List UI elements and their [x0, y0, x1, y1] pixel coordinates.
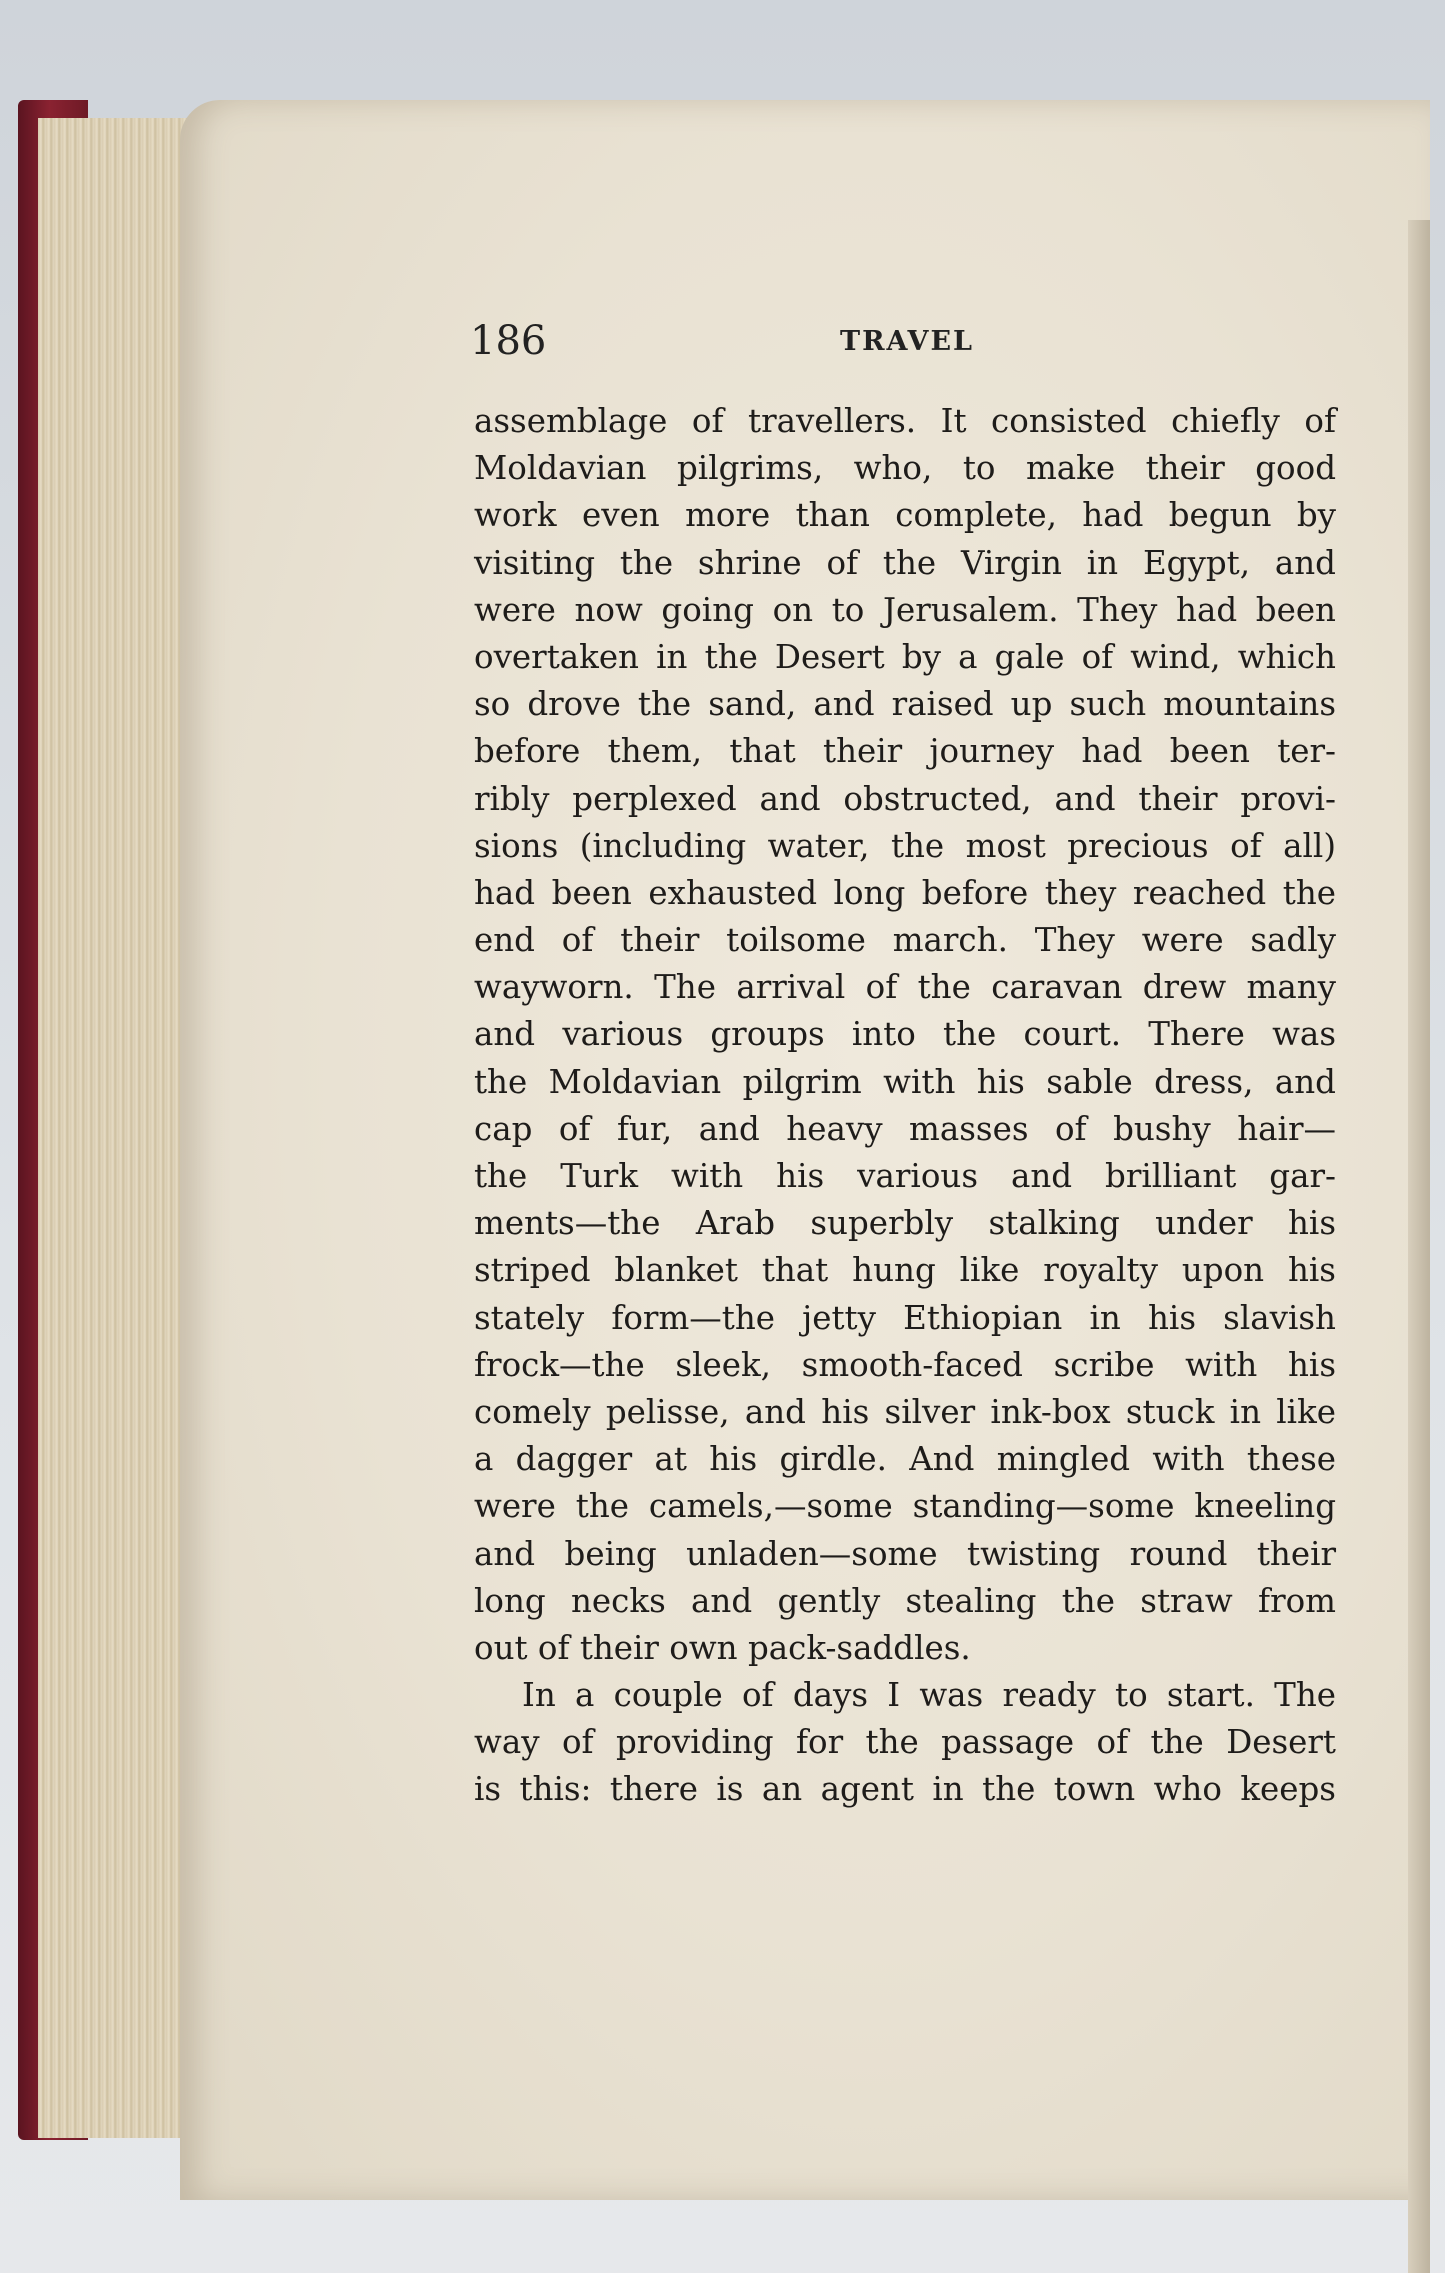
text-line: ribly perplexed and obstructed, and their provi-: [474, 779, 1336, 818]
text-line: a dagger at his girdle. And mingled with these: [474, 1440, 1336, 1479]
text-line: work even more than complete, had begun by: [474, 496, 1336, 535]
text-line: had been exhausted long before they reached the: [474, 873, 1336, 912]
text-line: overtaken in the Desert by a gale of wind, which: [474, 637, 1336, 676]
paragraph-end-line: out of their own pack-saddles.: [474, 1628, 971, 1667]
body-text: [474, 398, 1336, 1814]
paragraph-start-line: In a couple of days I was ready to start. The: [522, 1676, 1336, 1715]
text-line: visiting the shrine of the Virgin in Egypt, and: [474, 543, 1336, 582]
text-line: end of their toilsome march. They were sadly: [474, 921, 1336, 960]
text-line: were now going on to Jerusalem. They had been: [474, 590, 1336, 629]
running-head: [470, 318, 1340, 368]
text-line: cap of fur, and heavy masses of bushy hair—: [474, 1109, 1336, 1148]
text-line: way of providing for the passage of the Desert: [474, 1723, 1336, 1762]
text-line: stately form—the jetty Ethiopian in his slavish: [474, 1298, 1336, 1337]
text-line: the Turk with his various and brilliant gar-: [474, 1157, 1336, 1195]
page-number: 186: [470, 318, 547, 364]
text-line: assemblage of travellers. It consisted chiefly of: [474, 402, 1336, 440]
text-line: striped blanket that hung like royalty upon his: [474, 1251, 1336, 1290]
text-line: wayworn. The arrival of the caravan drew many: [474, 968, 1336, 1007]
next-page-edge: [1408, 220, 1430, 2273]
text-line: the Moldavian pilgrim with his sable dress, and: [474, 1062, 1336, 1101]
text-line: frock—the sleek, smooth-faced scribe with his: [474, 1345, 1336, 1384]
text-line: and being unladen—some twisting round their: [474, 1534, 1336, 1573]
text-line: were the camels,—some standing—some kneeling: [474, 1487, 1336, 1526]
text-line: Moldavian pilgrims, who, to make their good: [474, 449, 1336, 488]
text-line: is this: there is an agent in the town who keeps: [474, 1770, 1336, 1809]
text-line: before them, that their journey had been ter-: [474, 732, 1336, 771]
section-title: TRAVEL: [840, 326, 975, 357]
text-line: ments—the Arab superbly stalking under his: [474, 1204, 1336, 1243]
text-line: comely pelisse, and his silver ink-box stuck in like: [474, 1392, 1336, 1431]
text-line: sions (including water, the most precious of all): [474, 826, 1336, 865]
text-line: long necks and gently stealing the straw from: [474, 1581, 1336, 1620]
text-line: and various groups into the court. There was: [474, 1015, 1336, 1054]
text-line: so drove the sand, and raised up such mountains: [474, 685, 1336, 724]
